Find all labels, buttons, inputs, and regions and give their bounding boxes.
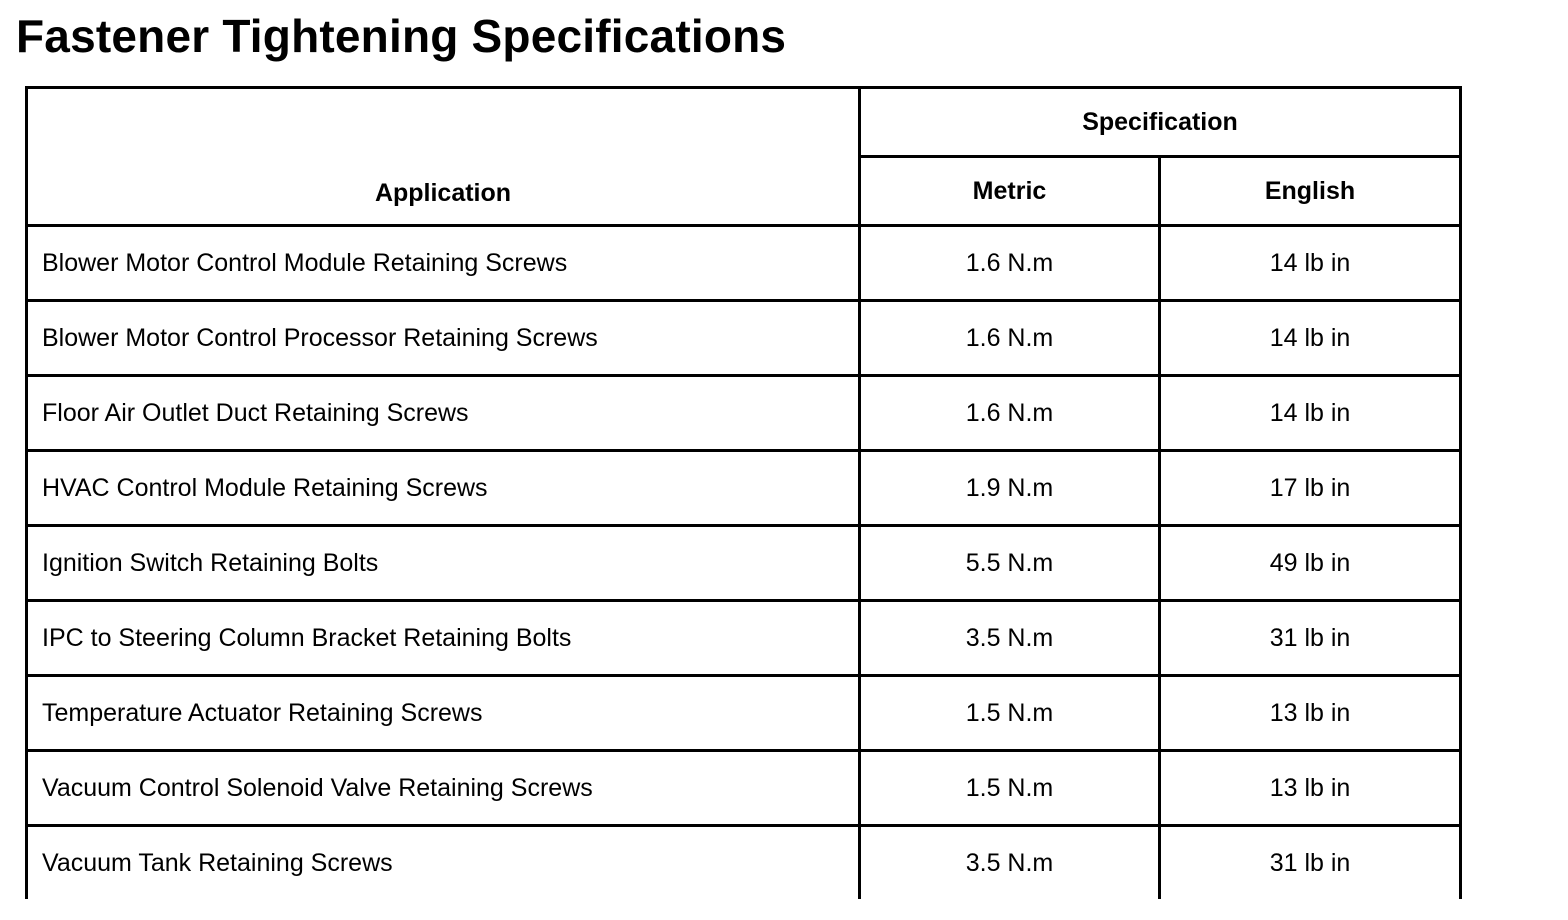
application-cell: Vacuum Tank Retaining Screws — [27, 826, 860, 900]
application-cell: Blower Motor Control Module Retaining Screws — [27, 226, 860, 301]
table-row — [27, 226, 1461, 301]
english-cell: 14 lb in — [1160, 301, 1461, 376]
application-cell: IPC to Steering Column Bracket Retaining Bolts — [27, 601, 860, 676]
english-cell: 14 lb in — [1160, 376, 1461, 451]
table-row — [27, 376, 1461, 451]
english-cell: 13 lb in — [1160, 751, 1461, 826]
english-cell: 13 lb in — [1160, 676, 1461, 751]
english-cell: 49 lb in — [1160, 526, 1461, 601]
english-header: English — [1160, 157, 1461, 226]
english-cell: 31 lb in — [1160, 826, 1461, 900]
table-body — [27, 226, 1461, 900]
metric-header: Metric — [860, 157, 1160, 226]
metric-cell: 1.9 N.m — [860, 451, 1160, 526]
english-cell: 17 lb in — [1160, 451, 1461, 526]
application-cell: Floor Air Outlet Duct Retaining Screws — [27, 376, 860, 451]
table-row — [27, 826, 1461, 900]
specification-header: Specification — [860, 88, 1461, 157]
table-row — [27, 676, 1461, 751]
metric-cell: 3.5 N.m — [860, 601, 1160, 676]
english-cell: 14 lb in — [1160, 226, 1461, 301]
table-row — [27, 601, 1461, 676]
application-cell: Temperature Actuator Retaining Screws — [27, 676, 860, 751]
metric-cell: 1.6 N.m — [860, 301, 1160, 376]
table-row — [27, 751, 1461, 826]
metric-cell: 1.5 N.m — [860, 751, 1160, 826]
application-cell: Ignition Switch Retaining Bolts — [27, 526, 860, 601]
application-header: Application — [27, 88, 860, 226]
application-cell: Blower Motor Control Processor Retaining Screws — [27, 301, 860, 376]
metric-cell: 3.5 N.m — [860, 826, 1160, 900]
metric-cell: 1.5 N.m — [860, 676, 1160, 751]
page-title: Fastener Tightening Specifications — [16, 10, 787, 62]
application-cell: HVAC Control Module Retaining Screws — [27, 451, 860, 526]
table-header — [27, 88, 1461, 226]
english-cell: 31 lb in — [1160, 601, 1461, 676]
application-cell: Vacuum Control Solenoid Valve Retaining Screws — [27, 751, 860, 826]
table-row — [27, 451, 1461, 526]
metric-cell: 1.6 N.m — [860, 376, 1160, 451]
metric-cell: 5.5 N.m — [860, 526, 1160, 601]
table-row — [27, 301, 1461, 376]
table-row — [27, 526, 1461, 601]
metric-cell: 1.6 N.m — [860, 226, 1160, 301]
fastener-spec-table — [25, 86, 1462, 899]
